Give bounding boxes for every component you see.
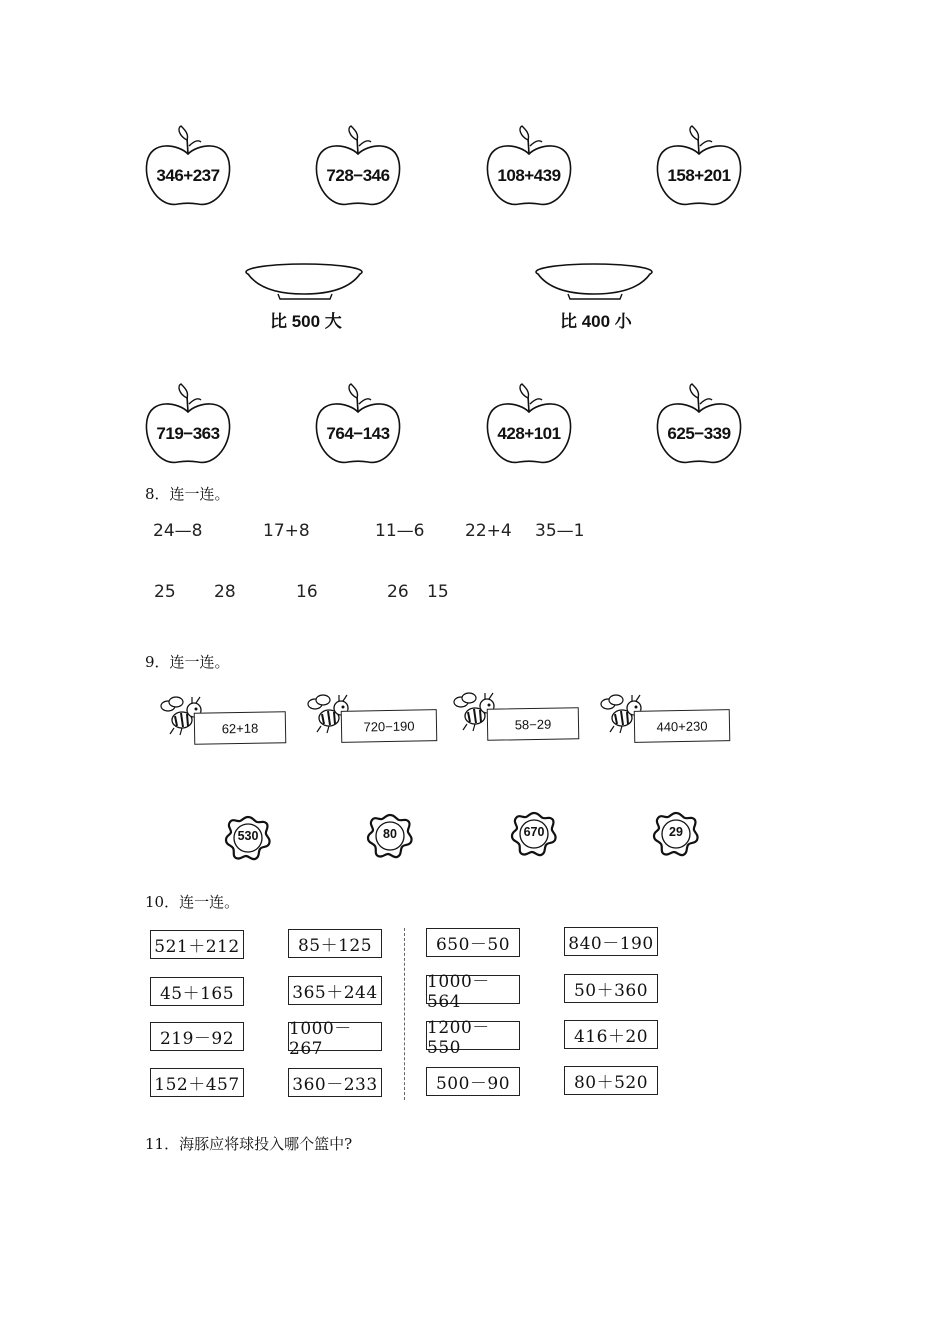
bee-expression-box: 720−190 (341, 709, 438, 743)
bee-expression-box: 58−29 (487, 707, 580, 741)
apple-6 (313, 382, 403, 468)
plate-label: 比 500 大 (270, 312, 342, 331)
apple-expression: 625−339 (667, 424, 731, 443)
flower-3 (510, 810, 558, 858)
bee-card-1 (160, 694, 295, 754)
q8-expression: 35—1 (535, 521, 585, 541)
apple-4 (654, 124, 744, 210)
apple-5 (143, 382, 233, 468)
apple-expression: 108+439 (497, 166, 561, 185)
flower-2 (366, 812, 414, 860)
apple-1 (143, 124, 233, 210)
q8-answer: 26 (387, 582, 409, 602)
q10-expression-box: 50＋360 (564, 974, 658, 1003)
q10-expression-box: 500－90 (426, 1067, 520, 1096)
q10-expression-box: 45＋165 (150, 977, 244, 1006)
flower-number: 530 (237, 829, 259, 843)
q8-answer: 15 (427, 582, 449, 602)
flower-1 (224, 814, 272, 862)
q10-expression-box: 1000－564 (426, 975, 520, 1004)
bee-card-4 (600, 692, 735, 752)
q10-expression-box: 152＋457 (150, 1068, 244, 1097)
q11-title: 11．海豚应将球投入哪个篮中? (145, 1135, 353, 1153)
flower-4 (652, 810, 700, 858)
q8-title: 8．连一连。 (145, 485, 230, 503)
dashed-divider (404, 928, 405, 1100)
q10-title: 10．连一连。 (145, 893, 240, 911)
q8-expression: 11—6 (375, 521, 425, 541)
plate-label: 比 400 小 (560, 312, 632, 331)
bee-card-2 (307, 692, 442, 752)
q10-expression-box: 521＋212 (150, 930, 244, 959)
q8-answer: 28 (214, 582, 236, 602)
flower-number: 29 (669, 825, 683, 839)
q10-expression-box: 365＋244 (288, 976, 382, 1005)
bee-card-3 (453, 690, 588, 750)
q10-expression-box: 80＋520 (564, 1066, 658, 1095)
q8-answer: 16 (296, 582, 318, 602)
apple-expression: 728−346 (326, 166, 390, 185)
q8-expression: 17+8 (263, 521, 310, 541)
apple-expression: 158+201 (667, 166, 731, 185)
bee-expression-box: 62+18 (194, 711, 287, 745)
apple-8 (654, 382, 744, 468)
q10-expression-box: 1200－550 (426, 1021, 520, 1050)
q10-expression-box: 360－233 (288, 1068, 382, 1097)
apple-expression: 428+101 (497, 424, 561, 443)
apple-expression: 764−143 (326, 424, 390, 443)
apple-expression: 719−363 (156, 424, 220, 443)
plate-icon (533, 262, 655, 302)
q10-expression-box: 85＋125 (288, 929, 382, 958)
flower-number: 80 (383, 827, 397, 841)
q10-expression-box: 840－190 (564, 927, 658, 956)
q10-expression-box: 1000－267 (288, 1022, 382, 1051)
q8-expression: 24—8 (153, 521, 203, 541)
apple-3 (484, 124, 574, 210)
apple-7 (484, 382, 574, 468)
apple-expression: 346+237 (156, 166, 220, 185)
flower-number: 670 (523, 825, 545, 839)
plate-icon (243, 262, 365, 302)
bee-expression-box: 440+230 (634, 709, 731, 743)
q10-expression-box: 650－50 (426, 928, 520, 957)
q8-answer: 25 (154, 582, 176, 602)
q9-title: 9．连一连。 (145, 653, 230, 671)
apple-2 (313, 124, 403, 210)
q10-expression-box: 416＋20 (564, 1020, 658, 1049)
q10-expression-box: 219－92 (150, 1022, 244, 1051)
q8-expression: 22+4 (465, 521, 512, 541)
